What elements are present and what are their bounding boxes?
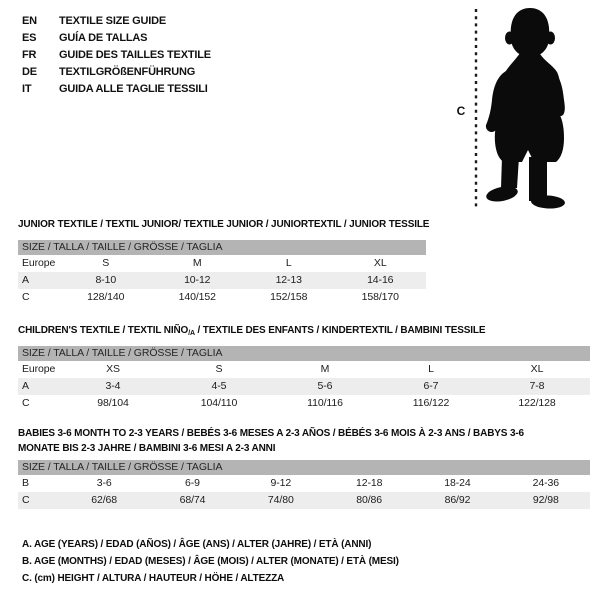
table-row [18,395,590,412]
table-cell: 12-18 [355,477,383,489]
table-cell: 86/92 [444,494,471,506]
table-cell: S [215,363,223,375]
table-row [18,361,590,378]
language-label: TEXTILGRÖßENFÜHRUNG [59,66,196,78]
row-label: C [22,291,30,303]
baby-silhouette-icon [485,8,565,209]
baby-silhouette-figure [468,2,600,212]
table-cell: 3-6 [96,477,112,489]
row-label: C [22,494,30,506]
row-label: A [22,274,29,286]
language-code: IT [22,83,32,95]
table-cell: 92/98 [532,494,559,506]
language-header [22,13,211,98]
language-code: FR [22,49,37,61]
table-row [18,475,590,492]
table-row [18,272,426,289]
table-cell: 12-13 [275,274,302,286]
table-cell: 5-6 [317,380,333,392]
table-cell: 104/110 [200,397,238,409]
children-size-table [18,346,590,412]
row-label: B [22,477,29,489]
table-cell: 24-36 [532,477,559,489]
table-cell: 18-24 [444,477,471,489]
table-cell: 140/152 [178,291,216,303]
junior-table-title [18,217,429,235]
title-text: CHILDREN'S TEXTILE / TEXTIL NIÑO [18,325,189,336]
table-cell: 4-5 [211,380,227,392]
table-cell: L [285,257,292,269]
children-table-title [18,323,485,341]
size-header-bar: SIZE / TALLA / TAILLE / GRÖSSE / TAGLIA [18,240,426,255]
table-row [18,378,590,395]
table-cell: 116/122 [412,397,450,409]
table-row [18,492,590,509]
table-cell: 80/86 [356,494,383,506]
language-row [22,81,211,98]
table-cell: L [428,363,434,375]
table-cell: 3-4 [105,380,121,392]
table-cell: XL [530,363,544,375]
title-subscript: /A [188,330,195,337]
table-cell: 62/68 [91,494,118,506]
table-cell: 74/80 [267,494,294,506]
table-cell: 152/158 [270,291,308,303]
title-text: / TEXTILE DES ENFANTS / KINDERTEXTIL / BAMBINI TESSILE [194,325,486,336]
language-code: DE [22,66,37,78]
table-cell: 98/104 [97,397,129,409]
language-label: GUIDA ALLE TAGLIE TESSILI [59,83,208,95]
table-cell: M [320,363,330,375]
legend-line-b: B. AGE (MONTHS) / EDAD (MESES) / ÂGE (MOIS) / ALTER (MONATE) / ETÀ (MESI) [22,556,399,567]
table-cell: 6-9 [185,477,200,489]
table-cell: XS [106,363,120,375]
table-cell: M [192,257,202,269]
table-cell: 68/74 [179,494,206,506]
measure-legend [22,536,399,587]
row-label: A [22,380,29,392]
language-label: GUÍA DE TALLAS [59,32,148,44]
language-row [22,30,211,47]
table-cell: 122/128 [518,397,556,409]
height-measure-label: C [456,104,466,118]
babies-table-title [18,426,563,456]
language-label: TEXTILE SIZE GUIDE [59,15,167,27]
junior-size-table [18,240,426,306]
title-text: BABIES 3-6 MONTH TO 2-3 YEARS / BEBÉS 3-6 MESES A 2-3 AÑOS / BÉBÉS 3-6 MOIS À 2-3 ANS / BABYS 3-6 MONATE BIS 2-3 JAHRE / BAMBINI 3-6 MESI A 2-3 ANNI [18,428,524,454]
table-cell: 9-12 [270,477,292,489]
row-label: Europe [22,363,56,375]
table-cell: 7-8 [529,380,545,392]
language-row [22,64,211,81]
row-label: C [22,397,30,409]
size-header-bar: SIZE / TALLA / TAILLE / GRÖSSE / TAGLIA [18,346,590,361]
legend-line-c: C. (cm) HEIGHT / ALTURA / HAUTEUR / HÖHE / ALTEZZA [22,573,285,584]
language-label: GUIDE DES TAILLES TEXTILE [59,49,211,61]
language-row [22,47,211,64]
size-header-bar: SIZE / TALLA / TAILLE / GRÖSSE / TAGLIA [18,460,590,475]
language-row [22,13,211,30]
language-code: EN [22,15,37,27]
language-code: ES [22,32,37,44]
table-cell: 14-16 [367,274,394,286]
table-row [18,255,426,272]
title-text: JUNIOR TEXTILE / TEXTIL JUNIOR/ TEXTILE JUNIOR / JUNIORTEXTIL / JUNIOR TESSILE [18,219,430,230]
table-cell: 8-10 [95,274,117,286]
table-cell: S [102,257,110,269]
table-cell: 110/116 [307,397,343,409]
legend-line-a: A. AGE (YEARS) / EDAD (AÑOS) / ÂGE (ANS) / ALTER (JAHRE) / ETÀ (ANNI) [22,539,372,550]
table-cell: 128/140 [87,291,125,303]
table-cell: XL [373,257,387,269]
table-cell: 158/170 [361,291,399,303]
row-label: Europe [22,257,56,269]
table-cell: 6-7 [423,380,439,392]
babies-size-table [18,460,590,509]
table-cell: 10-12 [184,274,211,286]
table-row [18,289,426,306]
